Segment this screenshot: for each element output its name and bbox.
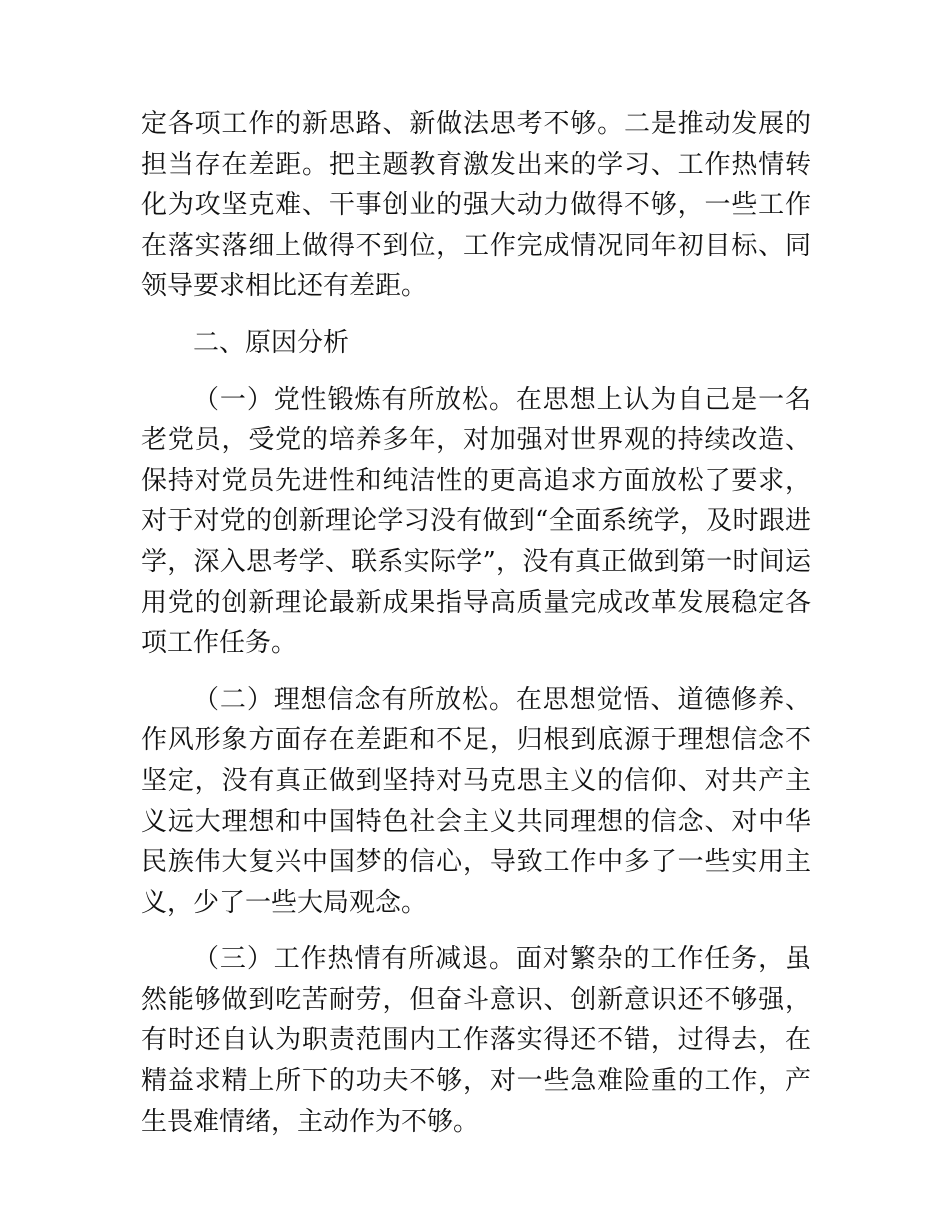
paragraph-ideals-beliefs: （二）理想信念有所放松。在思想觉悟、道德修养、作风形象方面存在差距和不足，归根到底源于理想信念不坚定，没有真正做到坚持对马克思主义的信仰、对共产主义远大理想和中国特色社会主义共同理想的信念、对中华民族伟大复兴中国梦的信心，导致工作中多了一些实用主义，少了一些大局观念。 xyxy=(141,684,811,918)
section-heading-cause-analysis: 二、原因分析 xyxy=(193,327,350,358)
paragraph-continued: 定各项工作的新思路、新做法思考不够。二是推动发展的担当存在差距。把主题教育激发出来的学习、工作热情转化为攻坚克难、干事创业的强大动力做得不够，一些工作在落实落细上做得不到位，工作完成情况同年初目标、同领导要求相比还有差距。 xyxy=(141,109,811,302)
document-page xyxy=(141,104,811,1158)
paragraph-work-enthusiasm: （三）工作热情有所减退。面对繁杂的工作任务，虽然能够做到吃苦耐劳，但奋斗意识、创新意识还不够强，有时还自认为职责范围内工作落实得还不错，过得去，在精益求精上所下的功夫不够，对一些急难险重的工作，产生畏难情绪，主动作为不够。 xyxy=(141,944,811,1137)
paragraph-party-spirit: （一）党性锻炼有所放松。在思想上认为自己是一名老党员，受党的培养多年，对加强对世界观的持续改造、保持对党员先进性和纯洁性的更高追求方面放松了要求，对于对党的创新理论学习没有做到“全面系统学，及时跟进学，深入思考学、联系实际学”，没有真正做到第一时间运用党的创新理论最新成果指导高质量完成改革发展稳定各项工作任务。 xyxy=(141,384,811,659)
